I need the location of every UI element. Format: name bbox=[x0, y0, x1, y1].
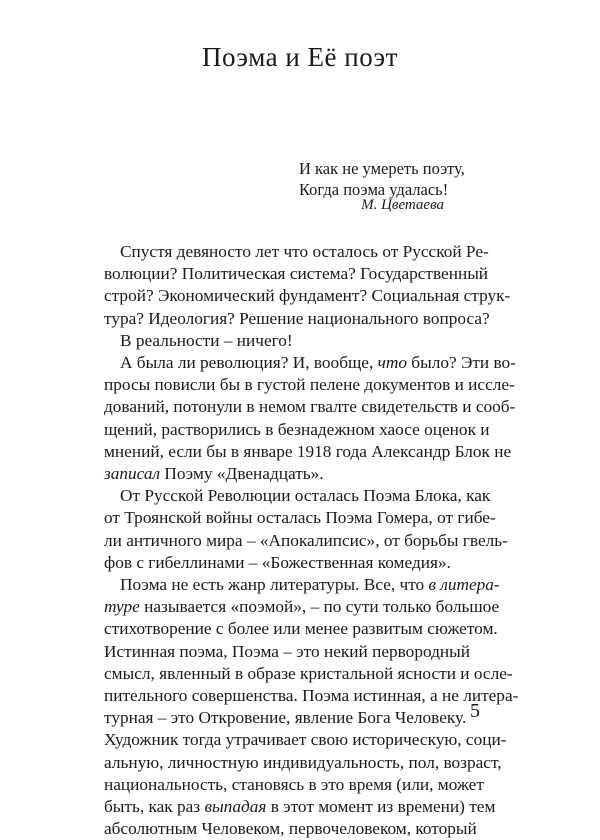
text-line: Художник тогда утрачивает свою историческую, соци- bbox=[104, 730, 507, 750]
text-line: стихотворение с более или менее развитым сюжетом. bbox=[104, 619, 498, 639]
text-line: турная – это Откровение, явление Бога Человеку. bbox=[104, 708, 467, 728]
text-line: альную, личностную индивидуальность, пол, возраст, bbox=[104, 752, 502, 772]
text-line: волюции? Политическая система? Государственный bbox=[104, 264, 489, 284]
text-line: фов с гибеллинами – «Божественная комедия». bbox=[104, 552, 451, 572]
text-line: национальность, становясь в это время (или, может bbox=[104, 774, 484, 794]
text-line: ли античного мира – «Апокалипсис», от борьбы гвель- bbox=[104, 530, 508, 550]
text-line: абсолютным Человеком, первочеловеком, который bbox=[104, 819, 477, 839]
text-line: смысл, явленный в образе кристальной ясности и осле- bbox=[104, 663, 513, 683]
text-line: быть, как раз выпадая в этот момент из времени) тем bbox=[104, 797, 496, 817]
paragraph bbox=[104, 352, 516, 485]
italic-text: выпадая bbox=[204, 797, 267, 817]
italic-text: что bbox=[377, 353, 407, 373]
text-line: В реальности – ничего! bbox=[120, 330, 293, 350]
text-line: Поэма не есть жанр литературы. Все, что в литера- bbox=[120, 575, 500, 595]
text-line: строй? Экономический фундамент? Социальная струк- bbox=[104, 286, 511, 306]
text-line: пительного совершенства. Поэма истинная, а не литера- bbox=[104, 686, 519, 706]
text-line: просы повисли бы в густой пелене документов и иссле- bbox=[104, 375, 515, 395]
italic-text: туре bbox=[104, 597, 140, 617]
page-number: 5 bbox=[470, 700, 480, 722]
text-line: мнений, если бы в январе 1918 года Александр Блок не bbox=[104, 441, 512, 461]
italic-text: записал bbox=[104, 464, 161, 484]
epigraph-author: М. Цветаева bbox=[361, 197, 444, 213]
paragraph bbox=[104, 241, 511, 330]
text-line: дований, потонули в немом гвалте свидетельств и сооб- bbox=[104, 397, 516, 417]
paragraph bbox=[104, 485, 508, 574]
paragraph bbox=[104, 330, 446, 352]
epigraph-line: Когда поэма удалась! bbox=[299, 180, 449, 199]
paragraph bbox=[104, 574, 519, 840]
text-line: тура? Идеология? Решение национального вопроса? bbox=[104, 308, 490, 328]
text-line: от Троянской войны осталась Поэма Гомера, от гибе- bbox=[104, 508, 496, 528]
italic-text: в литера- bbox=[428, 575, 500, 595]
text-line: щений, растворились в безнадежном хаосе оценок и bbox=[104, 419, 490, 439]
body-text bbox=[104, 241, 519, 840]
text-line: Спустя девяносто лет что осталось от Русской Ре- bbox=[120, 242, 489, 261]
page-title: Поэма и Её поэт bbox=[202, 42, 398, 72]
text-line: Истинная поэма, Поэма – это некий первородный bbox=[104, 641, 471, 661]
text-line: туре называется «поэмой», – по сути только большое bbox=[104, 597, 500, 617]
text-line: записал Поэму «Двенадцать». bbox=[104, 464, 324, 484]
text-line: А была ли революция? И, вообще, что было? Эти во- bbox=[120, 353, 516, 373]
epigraph-line: И как не умереть поэту, bbox=[299, 159, 465, 178]
text-line: От Русской Революции осталась Поэма Блока, как bbox=[120, 486, 491, 506]
epigraph bbox=[299, 158, 465, 200]
